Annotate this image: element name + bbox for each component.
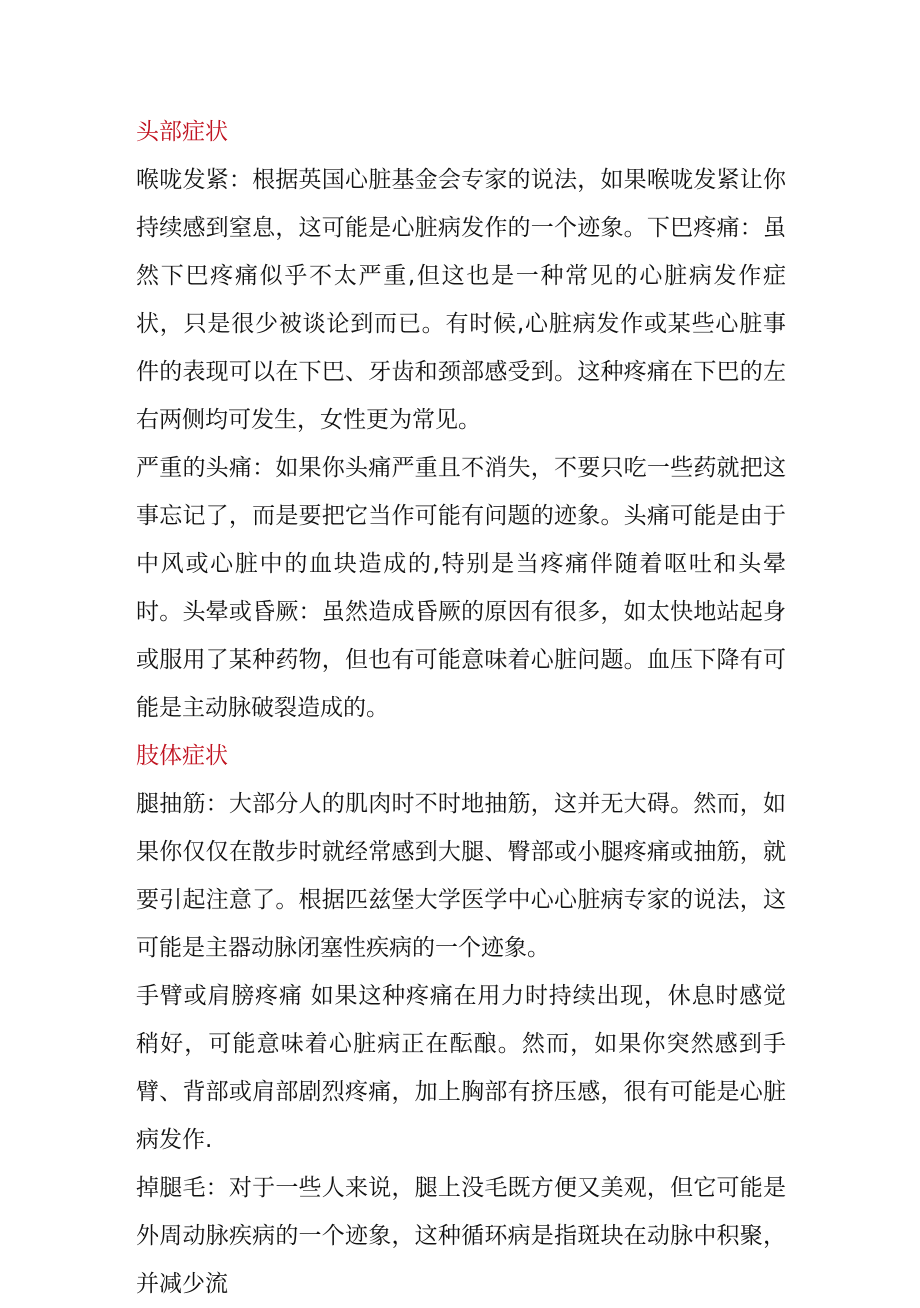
paragraph-arm-shoulder-pain: 手臂或肩膀疼痛 如果这种疼痛在用力时持续出现，休息时感觉稍好，可能意味着心脏病正在酝酿。然而，如果你突然感到手臂、背部或肩部剧烈疼痛，加上胸部有挤压感，很有可能是心脏病发作. <box>136 983 786 1153</box>
paragraph-leg-cramps: 腿抽筋：大部分人的肌肉时不时地抽筋，这并无大碍。然而，如果你仅仅在散步时就经常感到大腿、臀部或小腿疼痛或抽筋，就要引起注意了。根据匹兹堡大学医学中心心脏病专家的说法，这可能是主器动脉闭塞性疾病的一个迹象。 <box>136 791 786 961</box>
paragraph-throat-jaw: 喉咙发紧：根据英国心脏基金会专家的说法，如果喉咙发紧让你持续感到窒息，这可能是心脏病发作的一个迹象。下巴疼痛：虽然下巴疼痛似乎不太严重,但这也是一种常见的心脏病发作症状，只是很少被谈论到而已。有时候,心脏病发作或某些心脏事件的表现可以在下巴、牙齿和颈部感受到。这种疼痛在下巴的左右两侧均可发生，女性更为常见。 <box>136 167 786 433</box>
section-heading-limb-symptoms: 肢体症状 <box>136 743 228 769</box>
paragraph-leg-hair-loss: 掉腿毛：对于一些人来说，腿上没毛既方便又美观，但它可能是外周动脉疾病的一个迹象，这种循环病是指斑块在动脉中积聚，并减少流 <box>136 1175 786 1297</box>
paragraph-headache-fainting: 严重的头痛：如果你头痛严重且不消失，不要只吃一些药就把这事忘记了，而是要把它当作可能有问题的迹象。头痛可能是由于中风或心脏中的血块造成的,特别是当疼痛伴随着呕吐和头晕时。头晕或昏厥：虽然造成昏厥的原因有很多，如太快地站起身或服用了某种药物，但也有可能意味着心脏问题。血压下降有可能是主动脉破裂造成的。 <box>136 455 786 721</box>
section-heading-head-symptoms: 头部症状 <box>136 119 228 145</box>
document-page <box>136 108 786 1308</box>
